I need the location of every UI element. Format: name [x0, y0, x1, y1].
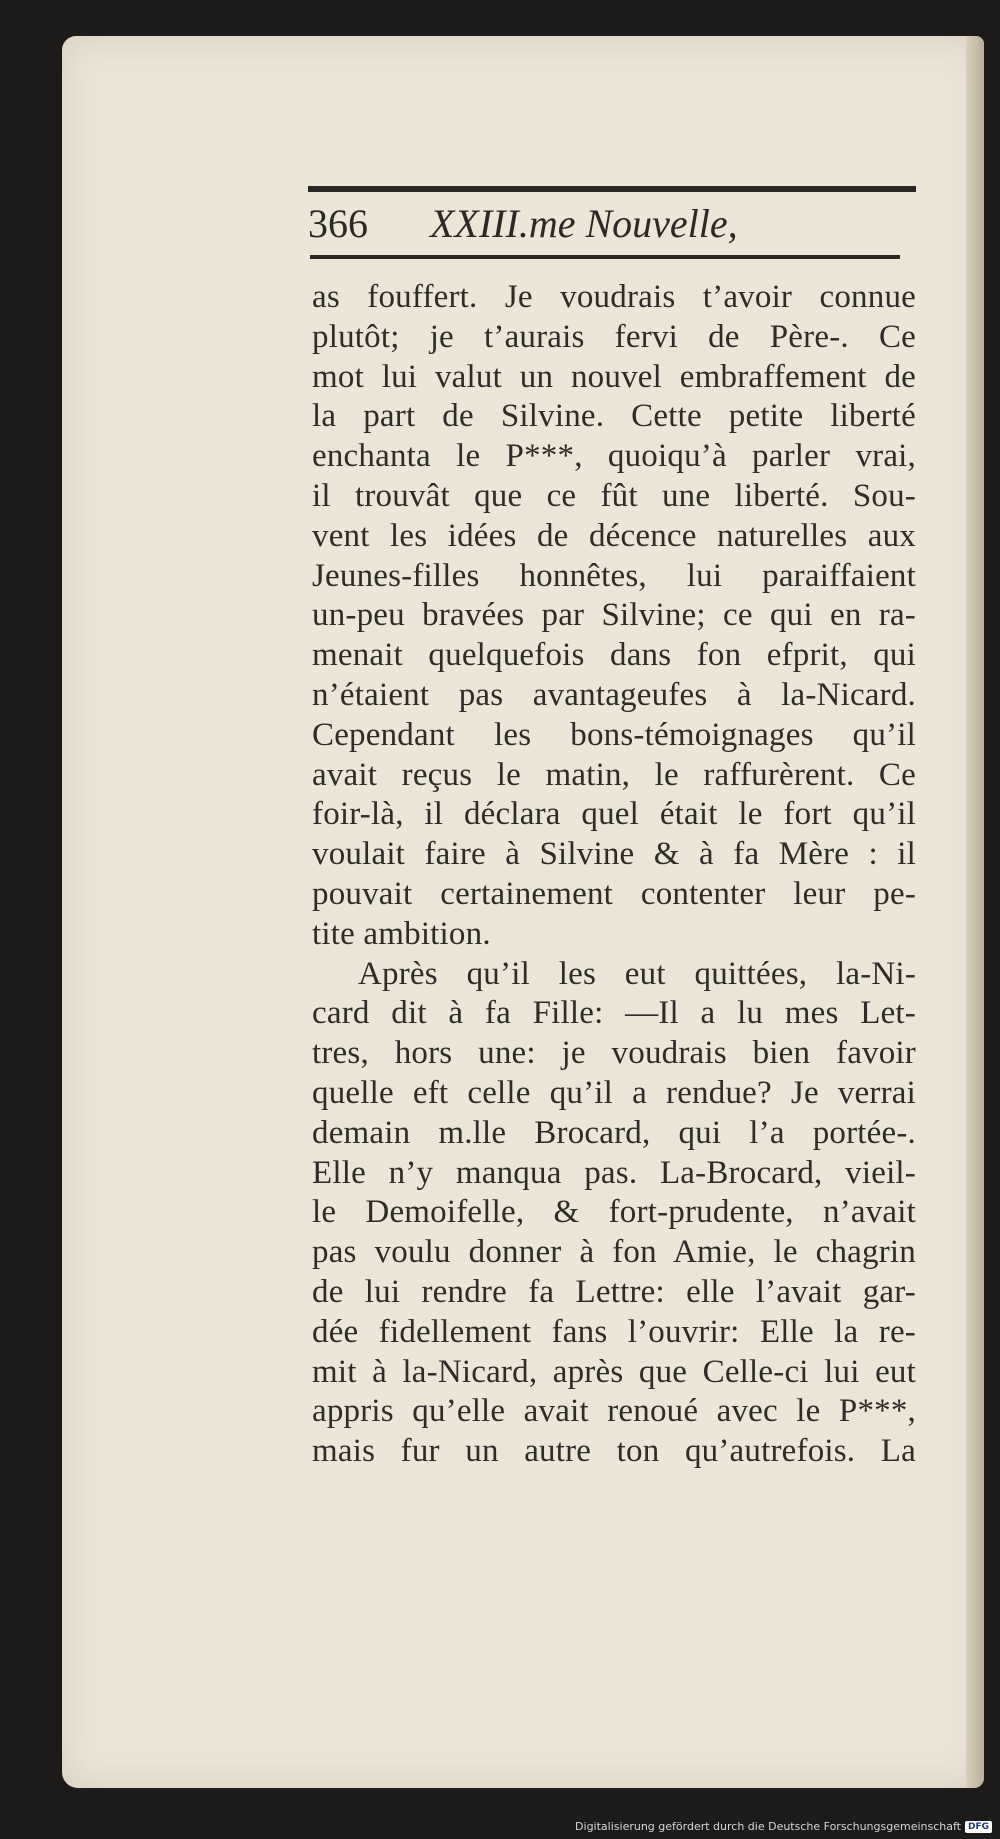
text-line: foir-là, il déclara quel était le fort qu’il — [312, 796, 916, 833]
text-line: un-peu bravées par Silvine; ce qui en ra- — [312, 597, 916, 634]
running-header — [308, 196, 916, 252]
page-number: 366 — [308, 201, 368, 246]
text-line: mit à la-Nicard, après que Celle-ci lui eut — [312, 1353, 916, 1390]
text-line: la part de Silvine. Cette petite liberté — [312, 398, 916, 435]
body-text — [312, 278, 916, 1472]
credit-text: Digitalisierung gefördert durch die Deutsche Forschungsgemeinschaft — [575, 1820, 961, 1833]
text-line: Jeunes-filles honnêtes, lui paraiffaient — [312, 557, 916, 594]
text-line: pouvait certainement contenter leur pe- — [312, 875, 916, 912]
text-line: voulait faire à Silvine & à fa Mère : il — [312, 836, 916, 873]
header-rule-bottom — [310, 255, 900, 259]
text-line: mais fur un autre ton qu’autrefois. La — [312, 1433, 916, 1470]
text-line: de lui rendre fa Lettre: elle l’avait gar- — [312, 1273, 916, 1310]
text-line: Cependant les bons-témoignages qu’il — [312, 716, 916, 753]
text-line: card dit à fa Fille: —Il a lu mes Let- — [312, 995, 916, 1032]
text-line: as fouffert. Je voudrais t’avoir connue — [312, 279, 916, 315]
text-line: quelle eft celle qu’il a rendue? Je verrai — [312, 1074, 916, 1111]
text-line: demain m.lle Brocard, qui l’a portée-. — [312, 1114, 916, 1151]
header-rule-top — [308, 186, 916, 192]
text-line: Elle n’y manqua pas. La-Brocard, vieil- — [312, 1154, 916, 1191]
text-line: enchanta le P***, quoiqu’à parler vrai, — [312, 438, 916, 475]
text-line: menait quelquefois dans fon efprit, qui — [312, 637, 916, 674]
text-line: avait reçus le matin, le raffurèrent. Ce — [312, 756, 916, 793]
text-line: tite ambition. — [312, 915, 491, 952]
text-line: appris qu’elle avait renoué avec le P***, — [312, 1393, 916, 1430]
text-line: pas voulu donner à fon Amie, le chagrin — [312, 1234, 916, 1271]
text-line: tres, hors une: je voudrais bien favoir — [312, 1035, 916, 1072]
digitization-credit — [575, 1820, 992, 1833]
page-edge — [966, 36, 984, 1788]
text-line: il trouvât que ce fût une liberté. Sou- — [312, 477, 916, 514]
text-line: n’étaient pas avantageufes à la-Nicard. — [312, 676, 916, 713]
dfg-logo: DFG — [965, 1821, 992, 1833]
text-line: dée fidellement fans l’ouvrir: Elle la re- — [312, 1313, 916, 1350]
text-line: le Demoifelle, & fort-prudente, n’avait — [312, 1194, 916, 1231]
running-title: XXIII.me Nouvelle, — [430, 201, 738, 246]
text-line: plutôt; je t’aurais fervi de Père-. Ce — [312, 318, 916, 355]
text-line: mot lui valut un nouvel embraffement de — [312, 358, 916, 395]
text-line: Après qu’il les eut quittées, la-Ni- — [358, 955, 916, 992]
text-line: vent les idées de décence naturelles aux — [312, 517, 916, 554]
